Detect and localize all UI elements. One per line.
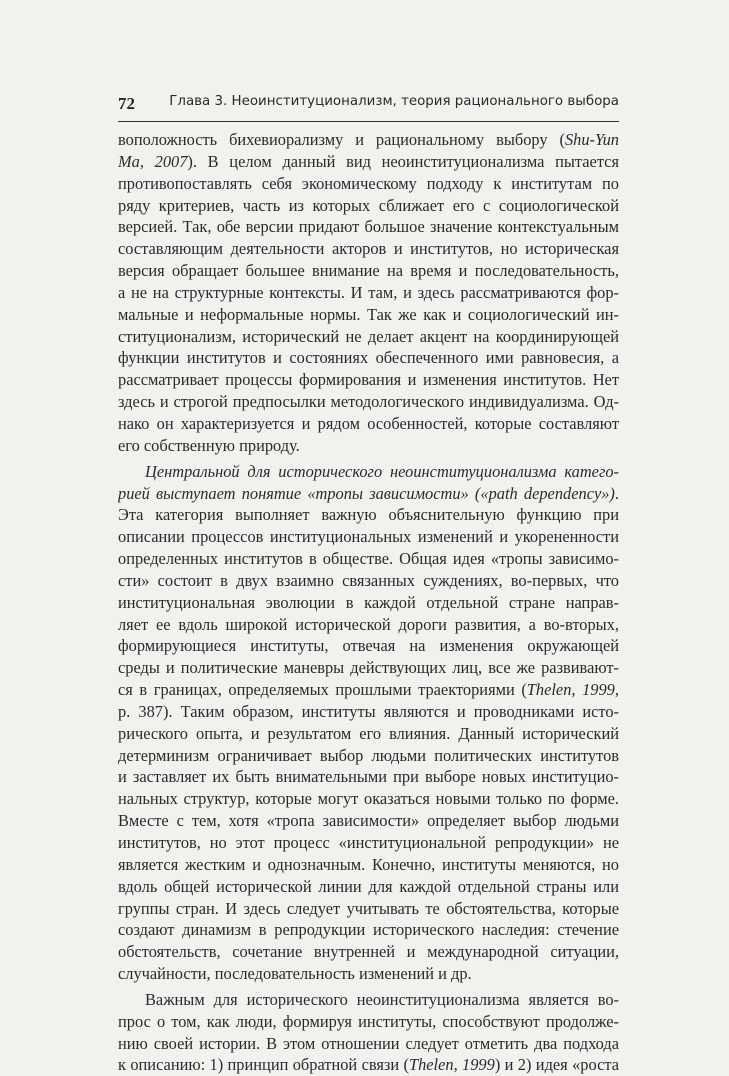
text-line xyxy=(118,898,619,920)
text-run: формирующиеся институты, отвечая на изменения окружающей xyxy=(118,636,619,656)
text-line xyxy=(118,173,619,195)
header-rule xyxy=(118,121,619,122)
text-run: Эта категория выполняет важную объяснительную функцию при xyxy=(118,505,619,525)
italic-run: Thelen, 1999 xyxy=(408,1055,495,1075)
text-run: прос о том, как люди, формируя институты, способствуют продолже- xyxy=(118,1011,619,1031)
text-line xyxy=(118,723,619,745)
text-line xyxy=(118,657,619,679)
paragraph xyxy=(118,461,619,985)
text-line xyxy=(118,195,619,217)
text-line xyxy=(118,1054,619,1076)
text-line xyxy=(118,701,619,723)
text-run: ституционализм, исторический не делает акцент на координирующей xyxy=(118,326,619,346)
paragraph xyxy=(118,989,619,1076)
text-run: сти» состоит в двух взаимно связанных суждениях, во-первых, что xyxy=(118,570,619,590)
text-line xyxy=(118,435,619,457)
text-run: его собственную природу. xyxy=(118,435,300,455)
text-run: версия обращает большее внимание на время и последовательность, xyxy=(118,261,619,281)
italic-run: Thelen, 1999 xyxy=(526,680,615,700)
text-run: ) и 2) идея «роста xyxy=(494,1055,619,1075)
text-run: ся в границах, определяемых прошлыми траекториями ( xyxy=(118,680,527,700)
text-line xyxy=(118,1011,619,1033)
text-run: Важным для исторического неоинституционализма является во- xyxy=(145,989,619,1009)
text-line xyxy=(118,216,619,238)
text-run: составляющим деятельности акторов и институтов, но историческая xyxy=(118,239,619,259)
text-line xyxy=(118,326,619,348)
text-run: мальные и неформальные нормы. Так же как и социологический ин- xyxy=(118,304,619,324)
text-line xyxy=(118,570,619,592)
text-run: ряду критериев, часть из которых сближает его с социологической xyxy=(118,195,619,215)
text-run: Вместе с тем, хотя «тропа зависимости» определяет выбор людьми xyxy=(118,811,619,831)
italic-run: Shu-Yun xyxy=(564,130,619,149)
text-line xyxy=(118,461,619,483)
text-run: и заставляет их быть внимательными при выборе новых институцио- xyxy=(118,767,619,787)
text-line xyxy=(118,526,619,548)
text-line xyxy=(118,614,619,636)
text-line xyxy=(118,854,619,876)
text-run: определенных институтов в обществе. Общая идея «тропы зависимо- xyxy=(118,549,619,569)
italic-run: рией выступает понятие «тропы зависимости» («path dependency») xyxy=(118,483,615,503)
italic-run: Ma, 2007 xyxy=(118,151,188,171)
text-run: группы стран. И здесь следует учитывать те обстоятельства, которые xyxy=(118,898,619,918)
text-line xyxy=(118,963,619,985)
text-line xyxy=(118,548,619,570)
running-header xyxy=(118,92,619,122)
page-number: 72 xyxy=(118,94,135,113)
text-run: нальных структур, которые могут оказаться новыми только по форме. xyxy=(118,789,619,809)
text-line xyxy=(118,592,619,614)
text-line xyxy=(118,679,619,701)
text-run: вдоль общей исторической линии для каждой отдельной страны или xyxy=(118,876,619,896)
text-line xyxy=(118,282,619,304)
text-run: нако он характеризуется и рядом особенностей, которые составляют xyxy=(118,413,619,433)
italic-run: Центральной для исторического неоинституционализма катего- xyxy=(145,461,619,481)
text-line xyxy=(118,260,619,282)
paragraph xyxy=(118,129,619,457)
text-run: а не на структурные контексты. И там, и здесь рассматриваются фор- xyxy=(118,282,619,302)
text-line xyxy=(118,129,619,151)
text-line xyxy=(118,989,619,1011)
text-run: случайности, последовательность изменений и др. xyxy=(118,964,472,984)
text-line xyxy=(118,483,619,505)
text-line xyxy=(118,347,619,369)
text-run: ляет ее вдоль широкой исторической дороги развития, а во-вторых, xyxy=(118,614,619,634)
text-line xyxy=(118,369,619,391)
text-run: , xyxy=(614,680,619,700)
text-run: рического опыта, и результатом его влияния. Данный исторический xyxy=(118,723,619,743)
text-run: среды и политические маневры действующих лиц, все же развивают- xyxy=(118,658,619,678)
text-run: p. 387). Таким образом, институты являются и проводниками исто- xyxy=(118,701,619,721)
text-run: . xyxy=(614,483,619,503)
text-line xyxy=(118,413,619,435)
text-run: нию своей истории. В этом отношении следует отметить два подхода xyxy=(118,1033,619,1053)
text-run: институциональная эволюции в каждой отдельной стране направ- xyxy=(118,592,619,612)
text-line xyxy=(118,238,619,260)
text-line xyxy=(118,919,619,941)
text-line xyxy=(118,832,619,854)
text-line xyxy=(118,941,619,963)
text-run: воположность бихевиорализму и рациональному выбору ( xyxy=(118,130,565,149)
text-run: к описанию: 1) принцип обратной связи ( xyxy=(118,1055,409,1075)
text-line xyxy=(118,504,619,526)
text-run: институтов, но этот процесс «институциональной репродукции» не xyxy=(118,833,619,852)
text-run: рассматривает процессы формирования и изменения институтов. Нет xyxy=(118,370,619,390)
text-run: здесь и строгой предпосылки методологического индивидуализма. Од- xyxy=(118,392,619,412)
text-line xyxy=(118,810,619,832)
text-run: детерминизм ограничивает выбор людьми политических институтов xyxy=(118,745,619,765)
text-run: обстоятельств, сочетание внутренней и международной ситуации, xyxy=(118,942,619,962)
text-run: описании процессов институциональных изменений и укорененности xyxy=(118,527,619,547)
chapter-title: Глава 3. Неоинституционализм, теория рационального выбора xyxy=(169,94,619,109)
body-text xyxy=(118,129,619,1076)
text-line xyxy=(118,766,619,788)
text-line xyxy=(118,304,619,326)
text-line xyxy=(118,151,619,173)
text-line xyxy=(118,876,619,898)
text-line xyxy=(118,745,619,767)
text-run: противопоставлять себя экономическому подходу к институтам по xyxy=(118,173,619,193)
text-run: ). В целом данный вид неоинституционализма пытается xyxy=(187,151,619,171)
text-line xyxy=(118,788,619,810)
text-line xyxy=(118,635,619,657)
text-run: функции институтов и состояниях обеспеченного ими равновесия, а xyxy=(118,348,619,368)
text-run: создают динамизм в репродукции исторического наследия: стечение xyxy=(118,920,619,940)
text-line xyxy=(118,391,619,413)
text-run: является жестким и однозначным. Конечно, институты меняются, но xyxy=(118,854,619,874)
text-line xyxy=(118,1033,619,1055)
text-run: версией. Так, обе версии придают большое значение контекстуальным xyxy=(118,217,619,237)
